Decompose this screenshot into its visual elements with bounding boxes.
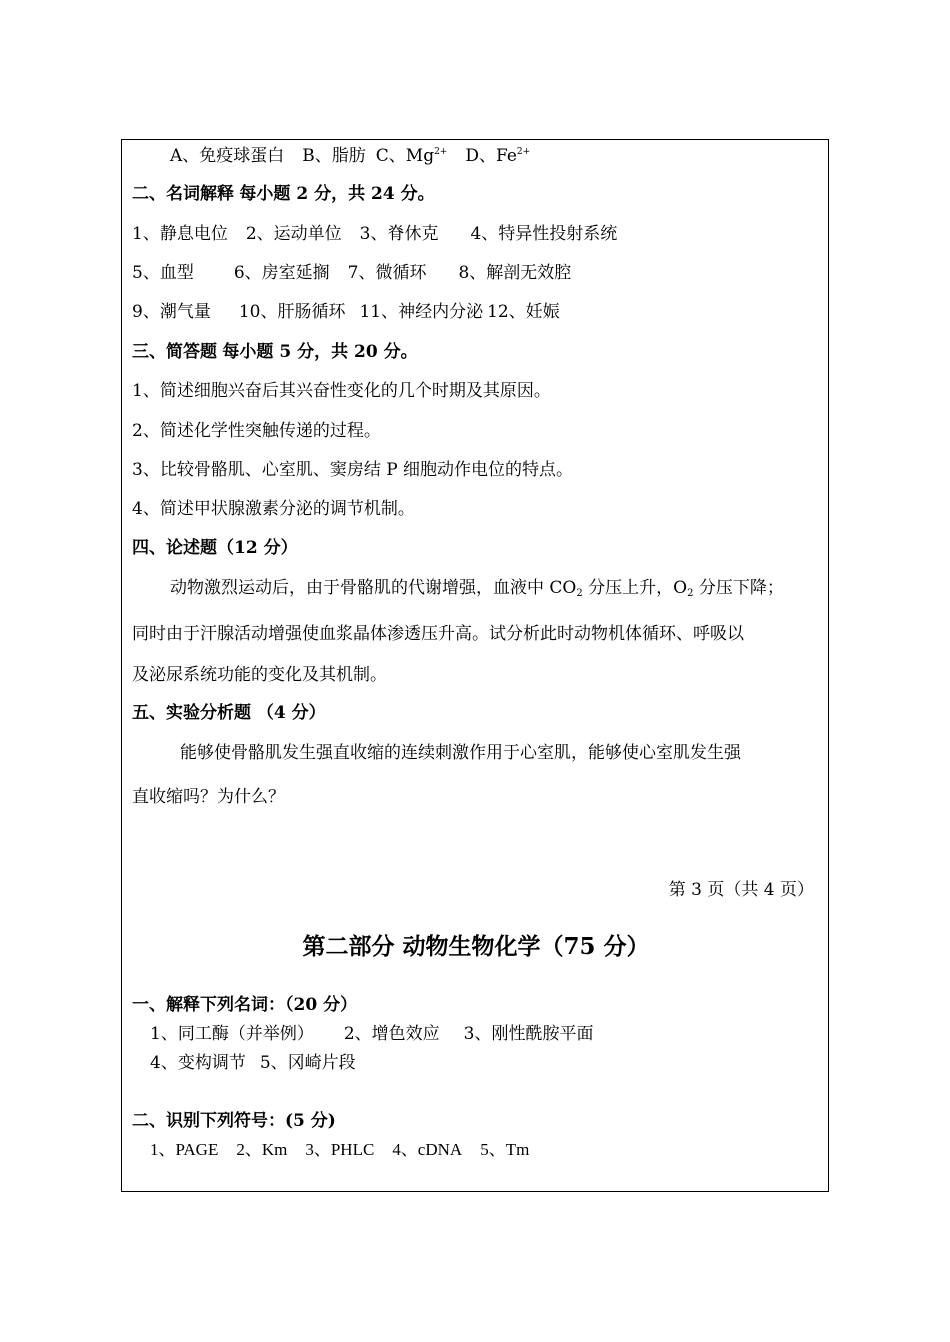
sec2-row-1 — [132, 222, 635, 246]
term-3: 3、脊休克 — [359, 224, 439, 244]
term-7: 7、微循环 — [347, 263, 427, 283]
sec3-heading-line — [132, 340, 418, 364]
sec2-note: 每小题 2 分，共 24 分。 — [239, 184, 435, 204]
term-2: 2、运动单位 — [245, 224, 342, 244]
bio-term-2: 2、增色效应 — [343, 1024, 440, 1044]
sec3-item-1: 1、简述细胞兴奋后其兴奋性变化的几个时期及其原因。 — [132, 381, 551, 401]
exam-page-frame — [121, 139, 829, 1192]
page-number: 第 3 页（共 4 页） — [668, 880, 814, 900]
symbol-2: 2、Km — [236, 1140, 288, 1159]
term-1: 1、静息电位 — [132, 224, 228, 244]
part2-title: 第二部分 动物生物化学（75 分） — [302, 933, 650, 960]
sec2-row-3 — [132, 300, 578, 324]
sec5-heading: 五、实验分析题 （4 分） — [132, 703, 326, 723]
sec4-para-line-1: 动物激烈运动后，由于骨骼肌的代谢增强，血液中 $CO_2$ 分压上升，$O_2$ 分压下降； — [170, 578, 784, 599]
bio-term-1: 1、同工酶（并举例） — [150, 1024, 314, 1044]
term-10: 10、肝肠循环 — [238, 302, 346, 322]
sec3-item-2: 2、简述化学性突触传递的过程。 — [132, 421, 381, 441]
sec5-para-line-2: 直收缩吗？为什么？ — [132, 787, 285, 807]
part2-sec1-row-2 — [150, 1051, 374, 1075]
part2-sec1-heading: 一、解释下列名词：（20 分） — [132, 995, 358, 1015]
sec2-row-2 — [132, 261, 589, 285]
part2-sec2-row — [150, 1138, 547, 1162]
sec4-heading: 四、论述题（12 分） — [132, 538, 298, 558]
sec2-heading-line — [132, 182, 435, 206]
sec3-heading: 三、简答题 — [132, 342, 217, 362]
term-4: 4、特异性投射系统 — [470, 224, 618, 244]
q1-options-line — [170, 144, 548, 168]
sec3-item-4: 4、简述甲状腺激素分泌的调节机制。 — [132, 499, 415, 519]
sec2-heading: 二、名词解释 — [132, 184, 234, 204]
part2-sec1-row-1 — [150, 1022, 611, 1046]
sec3-note: 每小题 5 分，共 20 分。 — [222, 342, 418, 362]
option-d: D、$Fe^{2+}$ — [465, 146, 531, 166]
symbol-4: 4、cDNA — [392, 1140, 463, 1159]
part2-sec2-heading: 二、识别下列符号：(5 分) — [132, 1111, 336, 1131]
bio-term-5: 5、冈崎片段 — [259, 1053, 356, 1073]
option-b: B、脂肪 — [302, 146, 366, 166]
term-9: 9、潮气量 — [132, 302, 211, 322]
bio-term-3: 3、刚性酰胺平面 — [463, 1024, 594, 1044]
term-6: 6、房室延搁 — [233, 263, 330, 283]
term-11: 11、神经内分泌 — [359, 302, 484, 322]
term-8: 8、解剖无效腔 — [458, 263, 572, 283]
option-a: A、免疫球蛋白 — [170, 146, 285, 166]
term-5: 5、血型 — [132, 263, 194, 283]
sec4-para-line-2: 同时由于汗腺活动增强使血浆晶体渗透压升高。试分析此时动物机体循环、呼吸以 — [132, 624, 744, 644]
sec3-item-3: 3、比较骨骼肌、心室肌、窦房结 P 细胞动作电位的特点。 — [132, 460, 574, 480]
bio-term-4: 4、变构调节 — [150, 1053, 246, 1073]
symbol-5: 5、Tm — [480, 1140, 530, 1159]
option-c: C、$Mg^{2+}$ — [375, 146, 448, 166]
symbol-3: 3、PHLC — [305, 1140, 375, 1159]
term-12: 12、妊娠 — [487, 302, 560, 322]
sec5-para-line-1: 能够使骨骼肌发生强直收缩的连续刺激作用于心室肌，能够使心室肌发生强 — [180, 743, 741, 763]
symbol-1: 1、PAGE — [150, 1140, 219, 1159]
sec4-para-line-3: 及泌尿系统功能的变化及其机制。 — [132, 665, 387, 685]
